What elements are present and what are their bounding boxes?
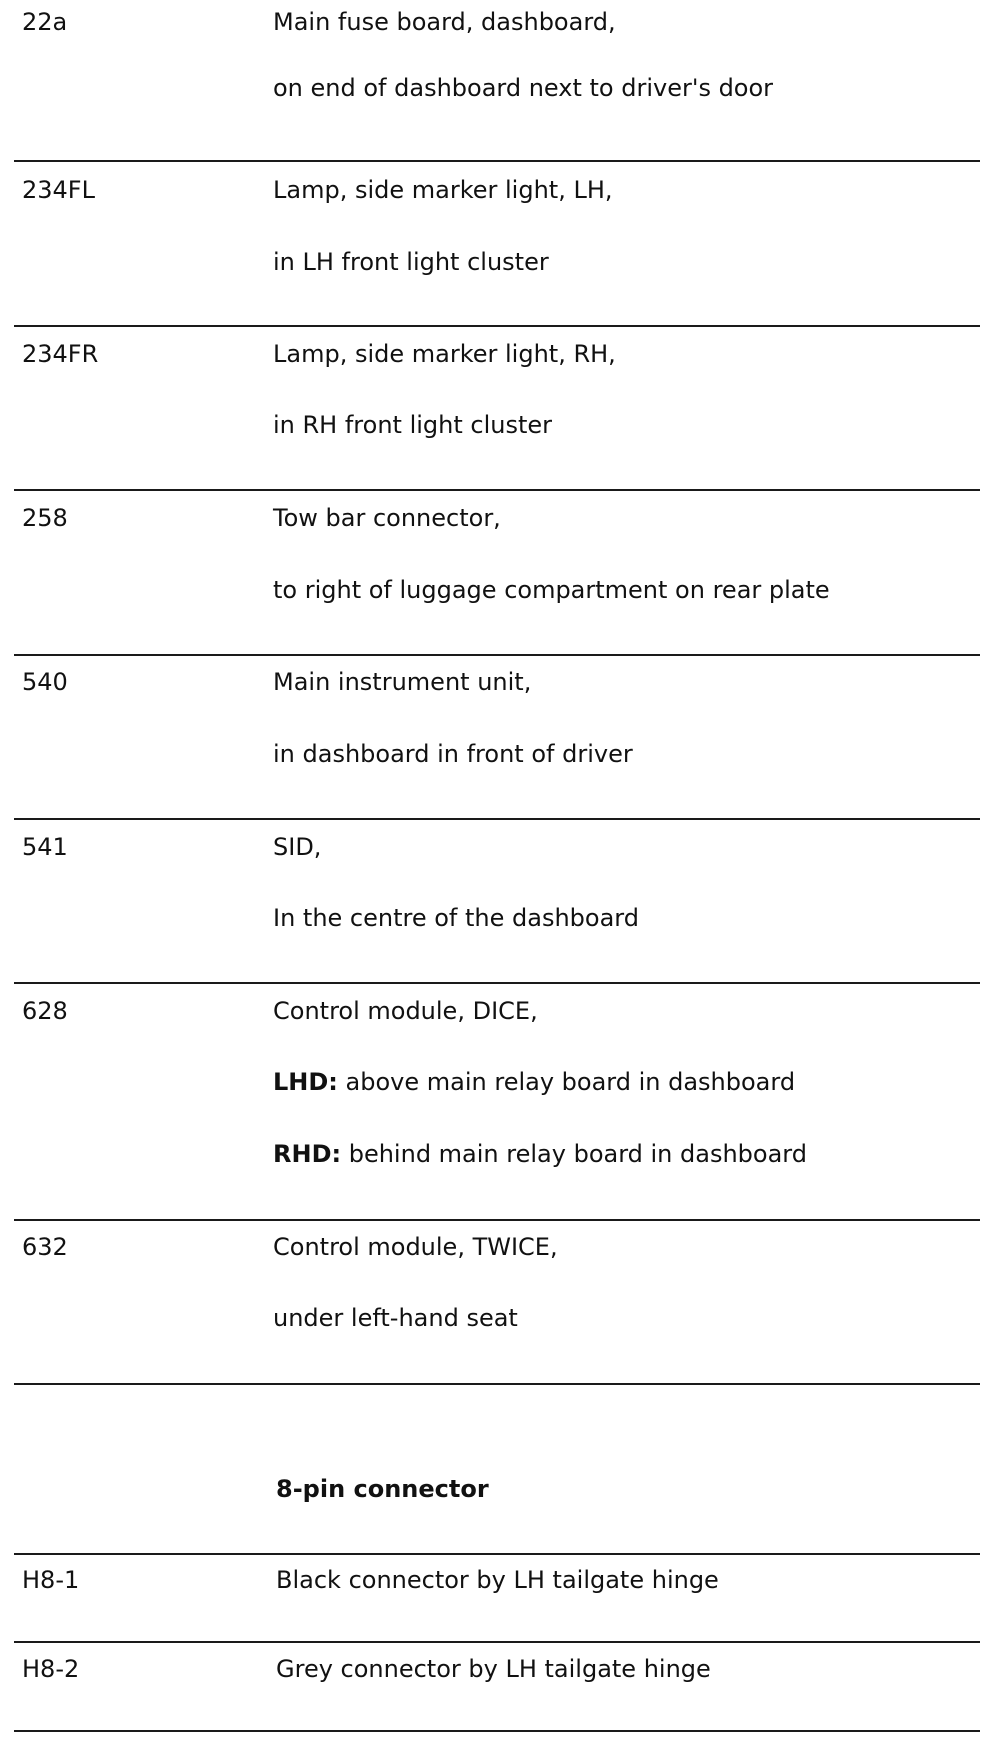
connector-code: H8-1 (22, 1566, 80, 1594)
component-code: 258 (22, 504, 68, 532)
variant-label: RHD: (273, 1140, 342, 1168)
component-code: 628 (22, 997, 68, 1025)
component-description: SID, (273, 833, 322, 861)
divider (14, 1383, 980, 1385)
divider (14, 1219, 980, 1221)
component-location: in LH front light cluster (273, 248, 549, 276)
divider (14, 982, 980, 984)
divider (14, 654, 980, 656)
component-location: on end of dashboard next to driver's door (273, 74, 774, 102)
component-code: 541 (22, 833, 68, 861)
component-location: In the centre of the dashboard (273, 904, 639, 932)
component-code: 632 (22, 1233, 68, 1261)
variant-text: behind main relay board in dashboard (341, 1140, 807, 1168)
component-description: Control module, DICE, (273, 997, 538, 1025)
divider (14, 1553, 980, 1555)
connector-location: Black connector by LH tailgate hinge (276, 1566, 719, 1594)
connector-code: H8-2 (22, 1655, 80, 1683)
component-code: 234FL (22, 176, 95, 204)
divider (14, 489, 980, 491)
variant-text: above main relay board in dashboard (337, 1068, 796, 1096)
component-location-lhd (273, 1068, 795, 1096)
component-description: Main fuse board, dashboard, (273, 8, 616, 36)
component-description: Tow bar connector, (273, 504, 501, 532)
component-code: 22a (22, 8, 68, 36)
divider (14, 1641, 980, 1643)
component-location: to right of luggage compartment on rear plate (273, 576, 830, 604)
component-description: Main instrument unit, (273, 668, 532, 696)
connector-location: Grey connector by LH tailgate hinge (276, 1655, 711, 1683)
component-description: Lamp, side marker light, RH, (273, 340, 616, 368)
component-location: in RH front light cluster (273, 411, 553, 439)
component-location-rhd (273, 1140, 807, 1168)
component-code: 234FR (22, 340, 99, 368)
divider (14, 1730, 980, 1732)
component-code: 540 (22, 668, 68, 696)
component-description: Control module, TWICE, (273, 1233, 558, 1261)
component-location: in dashboard in front of driver (273, 740, 633, 768)
variant-label: LHD: (273, 1068, 338, 1096)
divider (14, 160, 980, 162)
component-description: Lamp, side marker light, LH, (273, 176, 613, 204)
section-heading: 8-pin connector (276, 1475, 489, 1503)
divider (14, 818, 980, 820)
divider (14, 325, 980, 327)
component-location: under left-hand seat (273, 1304, 518, 1332)
